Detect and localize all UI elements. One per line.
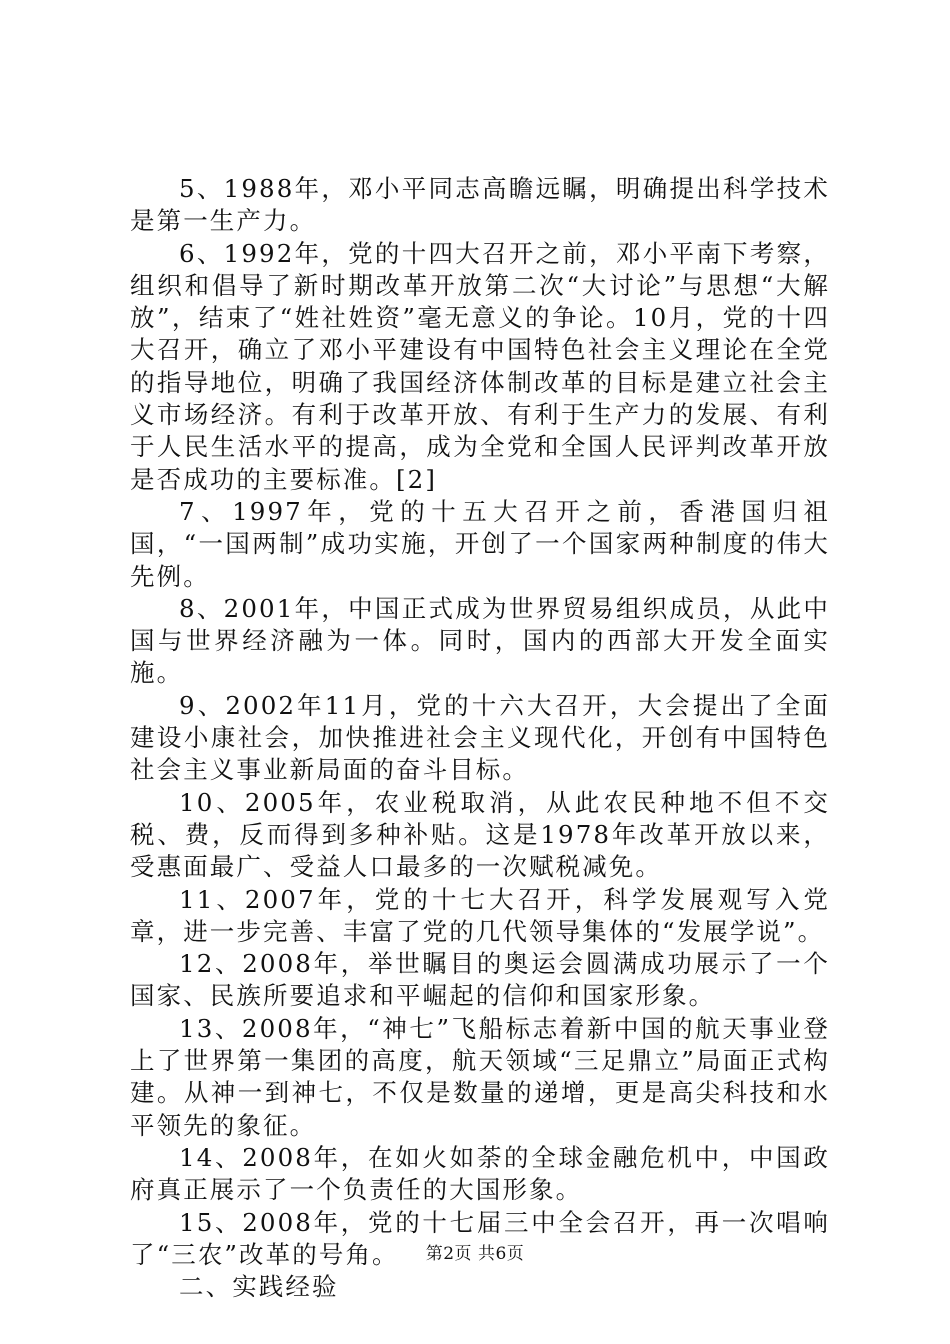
paragraph-item-5: 5、1988年，邓小平同志高瞻远瞩，明确提出科学技术是第一生产力。 — [130, 174, 830, 236]
page-number-footer: 第2页 共6页 — [425, 1244, 525, 1264]
paragraph-item-8: 8、2001年，中国正式成为世界贸易组织成员，从此中国与世界经济融为一体。同时，国内的西部大开发全面实施。 — [130, 593, 830, 688]
paragraph-item-9: 9、2002年11月，党的十六大召开，大会提出了全面建设小康社会，加快推进社会主义现代化，开创有中国特色社会主义事业新局面的奋斗目标。 — [130, 690, 830, 785]
section-heading-practice-experience: 二、实践经验 — [179, 1272, 339, 1302]
paragraph-item-12: 12、2008年，举世瞩目的奥运会圆满成功展示了一个国家、民族所要追求和平崛起的信仰和国家形象。 — [130, 949, 830, 1011]
paragraph-item-13: 13、2008年，“神七”飞船标志着新中国的航天事业登上了世界第一集团的高度，航天领域“三足鼎立”局面正式构建。从神一到神七，不仅是数量的递增，更是高尖科技和水平领先的象征。 — [130, 1013, 830, 1140]
paragraph-item-7: 7、1997年，党的十五大召开之前，香港国归祖国，“一国两制”成功实施，开创了一个国家两种制度的伟大先例。 — [130, 496, 830, 591]
paragraph-item-10: 10、2005年，农业税取消，从此农民种地不但不交税、费，反而得到多种补贴。这是1978年改革开放以来，受惠面最广、受益人口最多的一次赋税减免。 — [130, 787, 830, 882]
paragraph-item-6: 6、1992年，党的十四大召开之前，邓小平南下考察，组织和倡导了新时期改革开放第二次“大讨论”与思想“大解放”，结束了“姓社姓资”毫无意义的争论。10月，党的十四大召开，确立了邓小平建设有中国特色社会主义理论在全党的指导地位，明确了我国经济体制改革的目标是建立社会主义市场经济。有利于改革开放、有利于生产力的发展、有利于人民生活水平的提高，成为全党和全国人民评判改革开放是否成功的主要标准。[2] — [130, 238, 830, 494]
paragraph-item-11: 11、2007年，党的十七大召开，科学发展观写入党章，进一步完善、丰富了党的几代领导集体的“发展学说”。 — [130, 884, 830, 946]
document-body — [130, 173, 830, 1303]
paragraph-item-15: 15、2008年，党的十七届三中全会召开，再一次唱响了“三农”改革的号角。 — [130, 1207, 830, 1269]
paragraph-item-14: 14、2008年，在如火如荼的全球金融危机中，中国政府真正展示了一个负责任的大国形象。 — [130, 1142, 830, 1205]
